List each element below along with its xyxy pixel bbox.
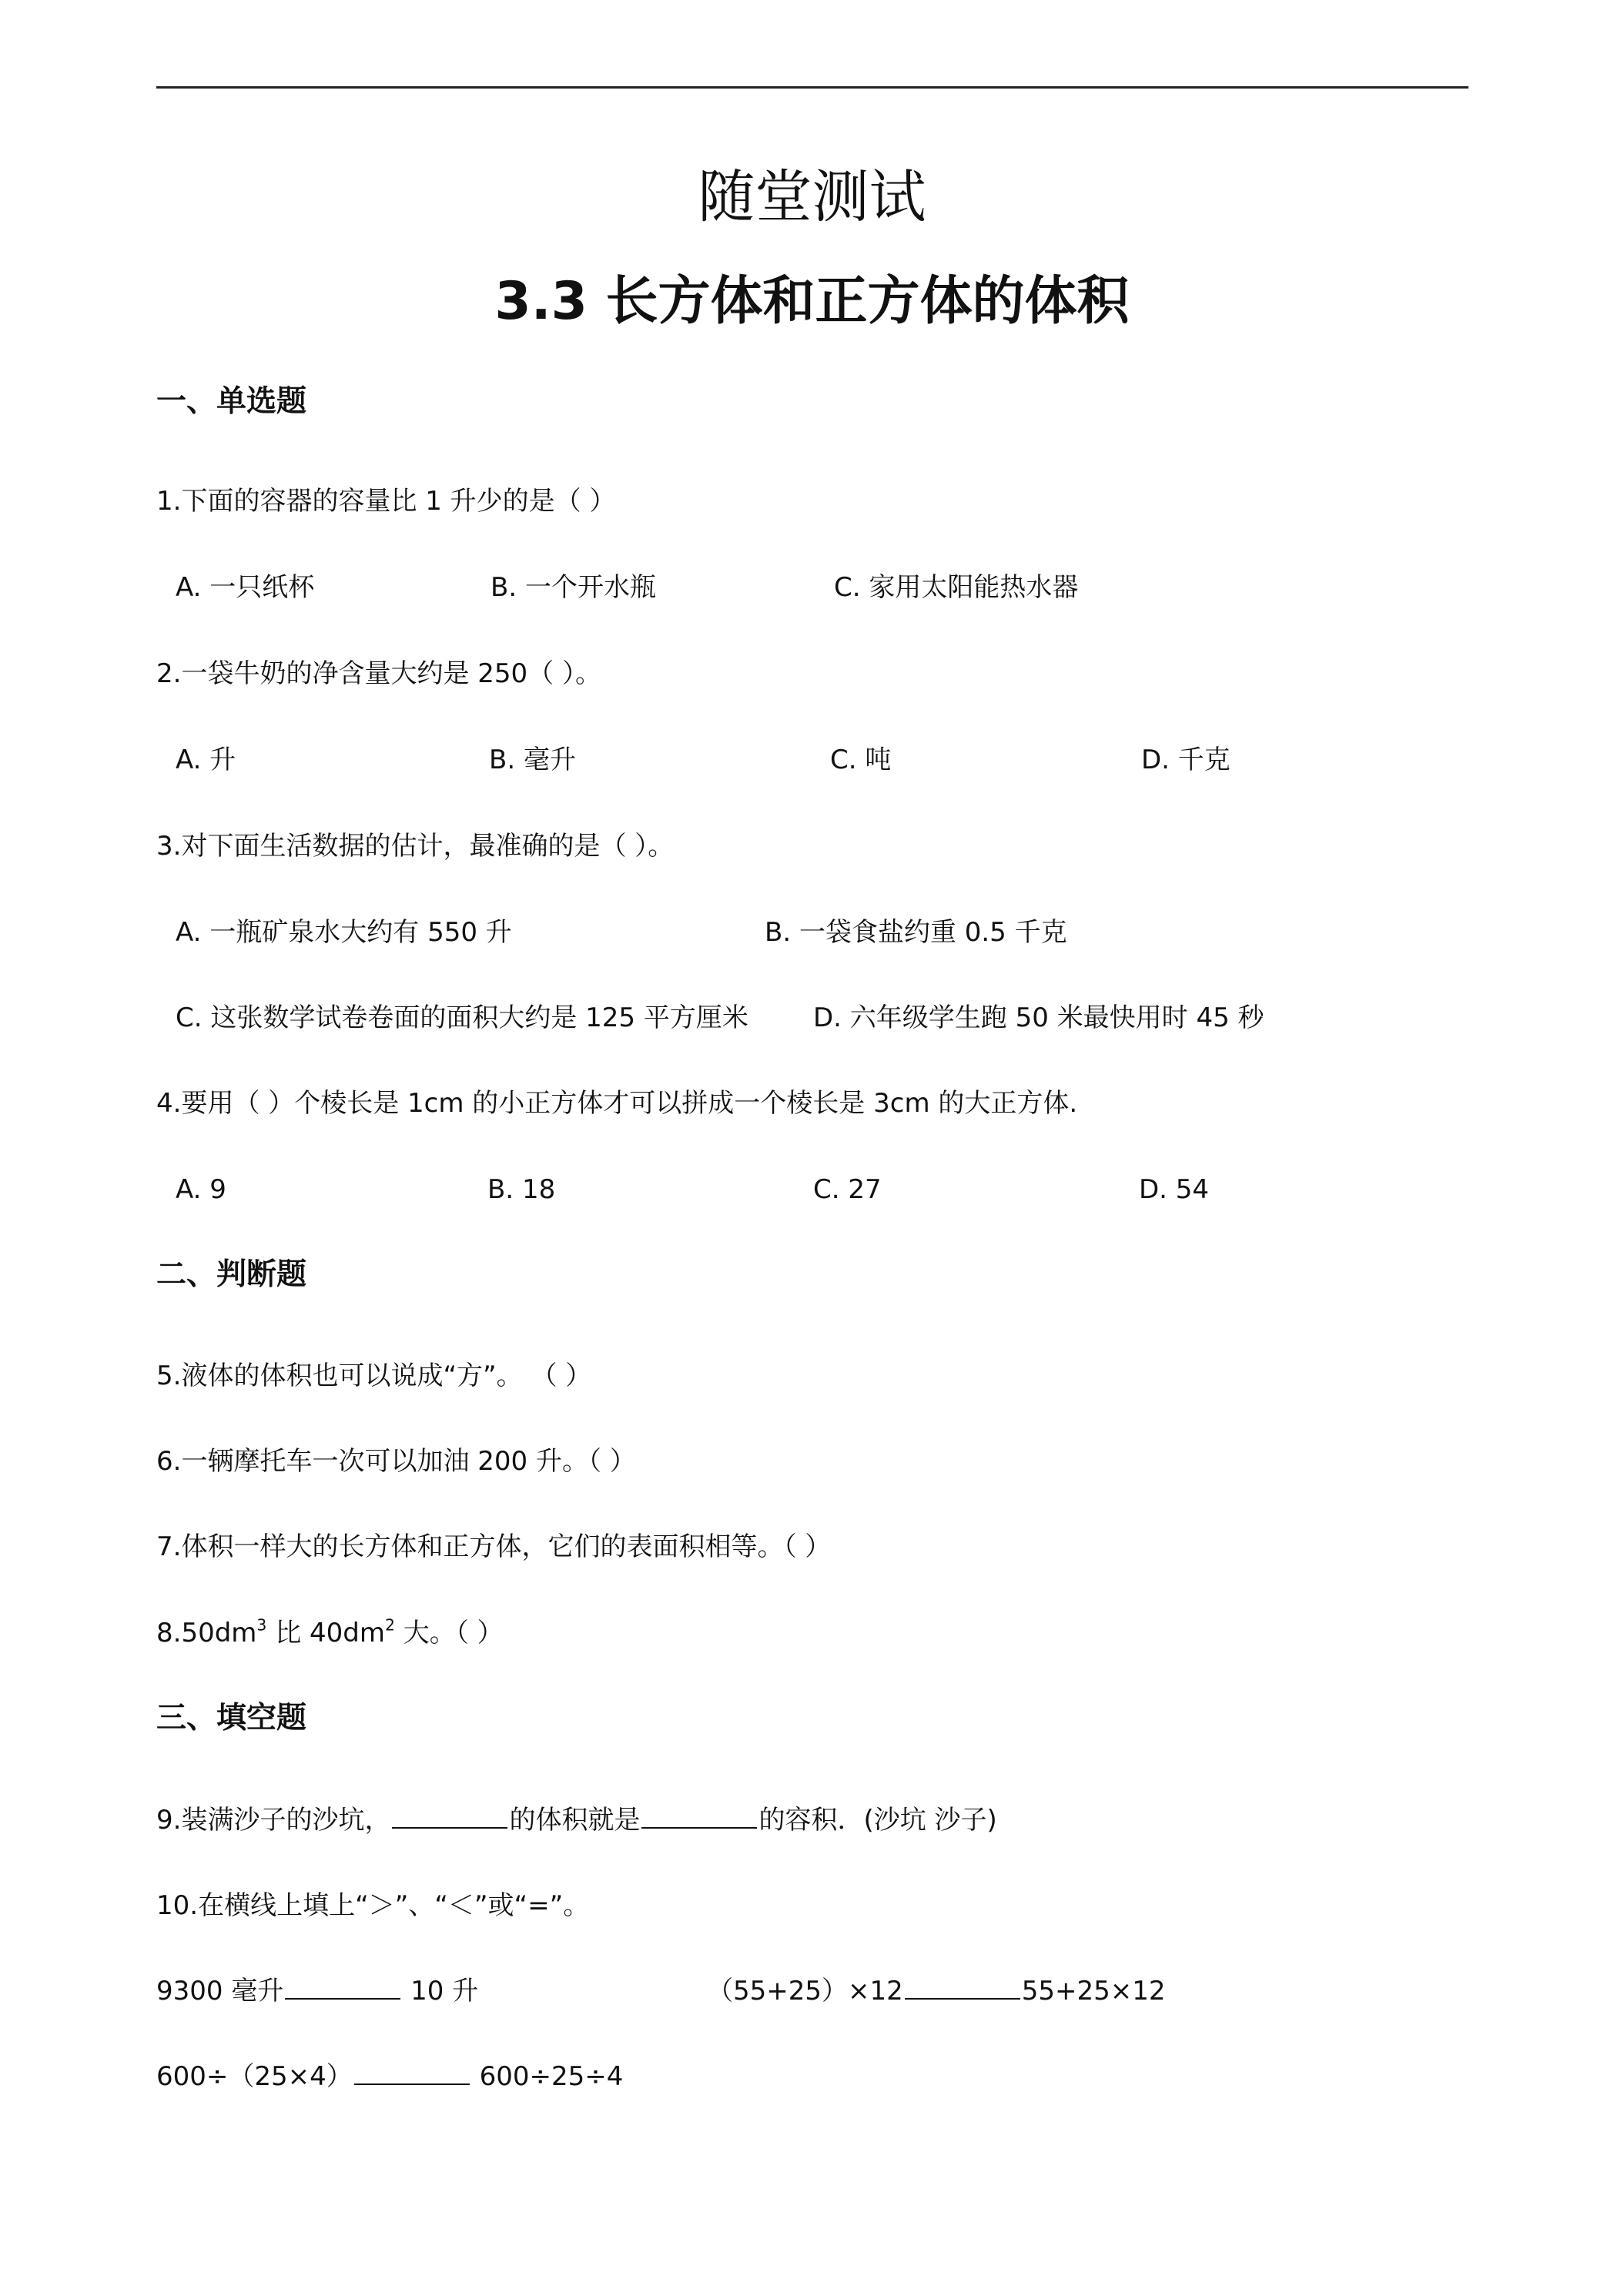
page-title: 随堂测试: [698, 164, 926, 230]
q10-item-2: [707, 1973, 1166, 2009]
question-5: 5.液体的体积也可以说成“方”。 （ ）: [156, 1361, 592, 1391]
q9-text-3: 的容积．(沙坑 沙子): [758, 1805, 997, 1836]
q9-blank-1[interactable]: [392, 1804, 507, 1829]
q1-option-c: C. 家用太阳能热水器: [834, 572, 1079, 603]
section-heading-fill-in: 三、填空题: [156, 1701, 307, 1735]
q3-option-c: C. 这张数学试卷卷面的面积大约是 125 平方厘米: [176, 1002, 748, 1033]
question-1: 1.下面的容器的容量比 1 升少的是（ ）: [156, 486, 616, 517]
q1-option-b: B. 一个开水瓶: [491, 572, 656, 603]
q4-option-b: B. 18: [487, 1174, 556, 1205]
q8-exponent-1: 3: [256, 1615, 267, 1635]
section-heading-single-choice: 一、单选题: [156, 384, 307, 419]
question-3: 3.对下面生活数据的估计，最准确的是（ ）。: [156, 831, 675, 862]
q9-text-2: 的体积就是: [509, 1805, 641, 1836]
q10-item-3-blank[interactable]: [354, 2060, 470, 2085]
q9-blank-2[interactable]: [641, 1804, 757, 1829]
q2-option-d: D. 千克: [1141, 745, 1231, 775]
question-6: 6.一辆摩托车一次可以加油 200 升。（ ）: [156, 1446, 636, 1477]
q4-option-d: D. 54: [1139, 1174, 1210, 1205]
q2-option-b: B. 毫升: [489, 745, 576, 775]
q2-option-c: C. 吨: [830, 745, 892, 775]
q10-item-3-right: 600÷25÷4: [470, 2061, 624, 2092]
q10-item-1-left: 9300 毫升: [156, 1976, 284, 2006]
q10-item-2-left: （55+25）×12: [707, 1976, 903, 2006]
q10-item-3: [156, 2059, 623, 2094]
q10-item-2-blank[interactable]: [905, 1975, 1020, 2000]
section-heading-true-false: 二、判断题: [156, 1257, 307, 1292]
q4-option-c: C. 27: [813, 1174, 882, 1205]
q9-text-1: 9.装满沙子的沙坑，: [156, 1805, 391, 1836]
q10-item-1-blank[interactable]: [285, 1975, 400, 2000]
q3-option-a: A. 一瓶矿泉水大约有 550 升: [176, 917, 512, 948]
page-subtitle: 3.3 长方体和正方体的体积: [494, 271, 1130, 332]
q3-option-b: B. 一袋食盐约重 0.5 千克: [765, 917, 1067, 948]
q8-text-3: 大。（ ）: [394, 1618, 504, 1648]
q10-item-1: [156, 1973, 478, 2009]
q8-text-2: 比 40dm: [266, 1618, 385, 1648]
q10-item-3-left: 600÷（25×4）: [156, 2061, 353, 2092]
q8-text-1: 8.50dm: [156, 1618, 257, 1648]
q1-option-a: A. 一只纸杯: [176, 572, 315, 603]
q4-option-a: A. 9: [176, 1174, 226, 1205]
question-7: 7.体积一样大的长方体和正方体，它们的表面积相等。（ ）: [156, 1531, 832, 1562]
question-2: 2.一袋牛奶的净含量大约是 250（ ）。: [156, 658, 601, 689]
q10-item-2-right: 55+25×12: [1021, 1976, 1166, 2006]
question-9: [156, 1802, 997, 1838]
question-8: [156, 1615, 504, 1651]
q10-item-1-right: 10 升: [402, 1976, 479, 2006]
header-rule: [156, 86, 1468, 89]
q8-exponent-2: 2: [384, 1615, 395, 1635]
q2-option-a: A. 升: [176, 745, 236, 775]
q3-option-d: D. 六年级学生跑 50 米最快用时 45 秒: [813, 1002, 1264, 1033]
question-10: 10.在横线上填上“＞”、“＜”或“=”。: [156, 1890, 590, 1921]
question-4: 4.要用（ ）个棱长是 1cm 的小正方体才可以拼成一个棱长是 3cm 的大正方体.: [156, 1088, 1078, 1119]
